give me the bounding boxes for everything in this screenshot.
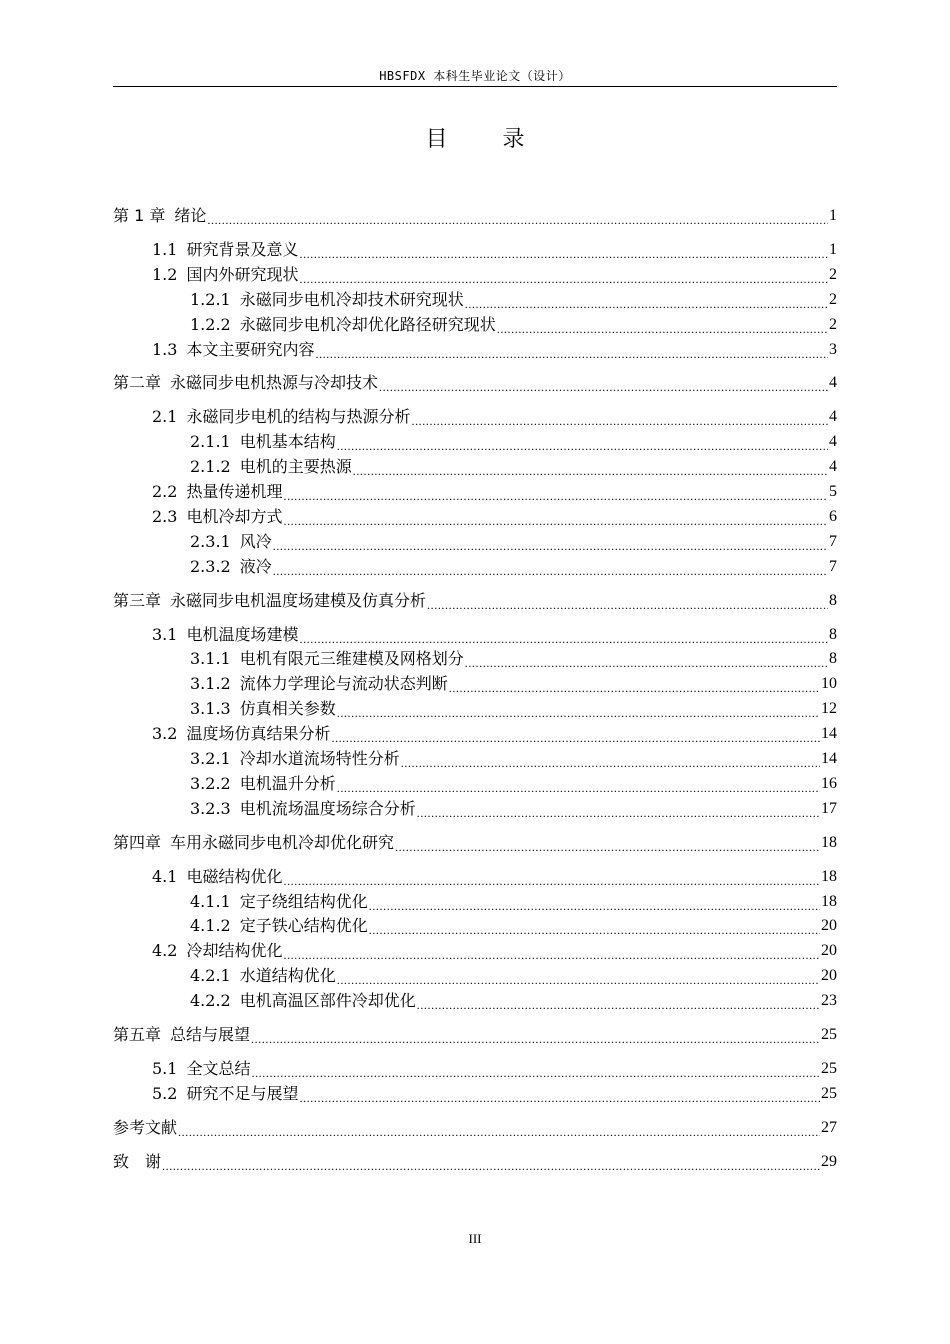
- toc-entry-number: 3.1.2: [190, 674, 231, 694]
- toc-entry-number: 4.2.2: [190, 991, 231, 1011]
- toc-entry-page: 7: [829, 557, 837, 575]
- toc-entry-label: 电机有限元三维建模及网格划分: [239, 649, 464, 669]
- toc-entry-label: 永磁同步电机热源与冷却技术: [170, 373, 379, 393]
- toc-dot-leader: [299, 1085, 820, 1105]
- toc-dot-leader: [379, 374, 828, 394]
- toc-entry-page: 8: [829, 591, 837, 609]
- toc-entry-number: 1.2: [152, 264, 178, 284]
- toc-entry-page: 16: [821, 774, 837, 792]
- toc-entry-number: 第二章: [113, 373, 162, 393]
- toc-dot-leader: [331, 725, 820, 745]
- toc-subsection-entry[interactable]: [113, 987, 837, 1012]
- toc-entry-number: 1.2.1: [190, 289, 231, 309]
- toc-subsection-entry[interactable]: [113, 695, 837, 720]
- toc-entry-page: 2: [829, 265, 837, 283]
- toc-entry-number: 3.1: [152, 624, 178, 644]
- toc-entry-page: 4: [829, 408, 837, 426]
- toc-entry-label: 全文总结: [186, 1058, 251, 1078]
- toc-dot-leader: [401, 750, 820, 770]
- toc-entry-label: 研究背景及意义: [186, 239, 299, 259]
- toc-entry-number: 1.2.2: [190, 314, 231, 334]
- toc-entry-label: 电机高温区部件冷却优化: [239, 991, 416, 1011]
- toc-dot-leader: [395, 834, 820, 854]
- toc-entry-label: 冷却水道流场特性分析: [239, 749, 400, 768]
- toc-entry-label: 车用永磁同步电机冷却优化研究: [170, 832, 395, 852]
- toc-entry-page: 1: [829, 207, 837, 224]
- toc-entry-page: 18: [821, 867, 837, 885]
- toc-entry-number: 2.3.2: [190, 556, 231, 576]
- toc-entry-label: 电机的主要热源: [239, 457, 352, 477]
- toc-dot-leader: [207, 207, 828, 227]
- table-of-contents: [113, 0, 837, 1344]
- toc-entry-page: 25: [821, 1084, 837, 1102]
- toc-entry-label: 水道结构优化: [239, 966, 336, 986]
- toc-dot-leader: [283, 483, 828, 503]
- toc-entry-number: 2.1: [152, 407, 178, 427]
- toc-entry-page: 8: [829, 650, 837, 668]
- toc-subsection-entry[interactable]: [113, 528, 837, 553]
- toc-dot-leader: [465, 650, 828, 670]
- toc-subsection-entry[interactable]: [113, 888, 837, 913]
- toc-subsection-entry[interactable]: [113, 670, 837, 695]
- toc-entry-page: 27: [821, 1118, 837, 1136]
- toc-entry-label: 研究不足与展望: [186, 1083, 299, 1103]
- toc-entry-number: 2.3: [152, 506, 178, 526]
- toc-subsection-entry[interactable]: [113, 745, 837, 770]
- toc-dot-leader: [283, 868, 820, 888]
- toc-title: 目 录: [425, 127, 549, 152]
- toc-chapter-entry[interactable]: [113, 1021, 837, 1046]
- toc-section-entry[interactable]: [113, 403, 837, 428]
- toc-entry-number: 4.1.2: [190, 916, 231, 936]
- toc-dot-leader: [273, 533, 828, 553]
- toc-dot-leader: [497, 316, 828, 336]
- toc-subsection-entry[interactable]: [113, 795, 837, 820]
- toc-chapter-entry[interactable]: [113, 587, 837, 612]
- toc-entry-number: 2.1.1: [190, 432, 231, 452]
- toc-section-entry[interactable]: [113, 720, 837, 745]
- toc-dot-leader: [178, 1119, 820, 1139]
- toc-entry-label: 永磁同步电机冷却技术研究现状: [239, 289, 464, 309]
- toc-dot-leader: [315, 341, 828, 361]
- toc-entry-label: 电机温度场建模: [186, 624, 299, 644]
- toc-entry-label: 电机冷却方式: [186, 506, 283, 526]
- toc-section-entry[interactable]: [113, 1080, 837, 1105]
- toc-entry-number: 第 1 章: [113, 206, 166, 225]
- toc-dot-leader: [427, 592, 828, 612]
- toc-entry-page: 10: [821, 675, 837, 693]
- toc-entry-label: 电磁结构优化: [186, 866, 283, 886]
- toc-entry-page: 18: [821, 833, 837, 851]
- toc-entry-page: 1: [829, 240, 837, 258]
- toc-entry-number: 1.3: [152, 339, 178, 359]
- toc-dot-leader: [337, 967, 820, 987]
- toc-entry-number: 3.2.2: [190, 773, 231, 793]
- toc-chapter-entry[interactable]: [113, 1148, 837, 1173]
- toc-dot-leader: [299, 241, 828, 261]
- toc-chapter-entry[interactable]: [113, 202, 837, 227]
- toc-chapter-entry[interactable]: [113, 1114, 837, 1139]
- toc-dot-leader: [162, 1153, 820, 1173]
- toc-dot-leader: [251, 1026, 820, 1046]
- toc-entry-number: 4.2.1: [190, 966, 231, 986]
- toc-subsection-entry[interactable]: [113, 428, 837, 453]
- toc-section-entry[interactable]: [113, 937, 837, 962]
- toc-section-entry[interactable]: [113, 1055, 837, 1080]
- toc-entry-page: 18: [821, 892, 837, 910]
- toc-entry-page: 6: [829, 507, 837, 525]
- toc-entry-label: 液冷: [239, 556, 272, 576]
- toc-entry-label: 热量传递机理: [186, 482, 283, 501]
- toc-entry-label: 永磁同步电机温度场建模及仿真分析: [170, 590, 427, 610]
- toc-entry-page: 20: [821, 967, 837, 985]
- toc-dot-leader: [251, 1060, 820, 1080]
- toc-section-entry[interactable]: [113, 863, 837, 888]
- toc-entry-label: 永磁同步电机的结构与热源分析: [186, 407, 411, 427]
- toc-section-entry[interactable]: [113, 621, 837, 646]
- toc-subsection-entry[interactable]: [113, 645, 837, 670]
- toc-subsection-entry[interactable]: [113, 286, 837, 311]
- toc-entry-page: 14: [821, 750, 837, 767]
- toc-dot-leader: [299, 266, 828, 286]
- toc-entry-page: 29: [821, 1152, 837, 1170]
- toc-entry-number: 第五章: [113, 1025, 162, 1044]
- toc-entry-page: 8: [829, 625, 837, 643]
- toc-entry-number: 4.1: [152, 866, 178, 886]
- toc-dot-leader: [417, 992, 820, 1012]
- toc-entry-label: 参考文献: [113, 1117, 178, 1137]
- toc-entry-page: 25: [821, 1059, 837, 1077]
- toc-entry-page: 4: [829, 433, 837, 451]
- toc-dot-leader: [283, 508, 828, 528]
- toc-entry-label: 绪论: [174, 206, 207, 225]
- toc-dot-leader: [337, 433, 828, 453]
- toc-dot-leader: [337, 700, 820, 720]
- toc-entry-label: 定子铁心结构优化: [239, 916, 368, 936]
- toc-subsection-entry[interactable]: [113, 770, 837, 795]
- toc-entry-number: 2.1.2: [190, 457, 231, 477]
- toc-entry-number: 1.1: [152, 239, 178, 259]
- toc-entry-number: 3.2: [152, 724, 178, 744]
- toc-entry-page: 3: [829, 340, 837, 358]
- toc-subsection-entry[interactable]: [113, 553, 837, 578]
- toc-subsection-entry[interactable]: [113, 912, 837, 937]
- toc-entry-page: 14: [821, 725, 837, 743]
- toc-entry-number: 4.2: [152, 941, 178, 961]
- toc-entry-label: 流体力学理论与流动状态判断: [239, 674, 448, 694]
- toc-entry-page: 2: [829, 290, 837, 308]
- toc-entry-page: 17: [821, 799, 837, 817]
- toc-entry-number: 5.1: [152, 1058, 178, 1078]
- toc-entry-page: 12: [821, 700, 837, 718]
- toc-entry-label: 国内外研究现状: [186, 264, 299, 284]
- toc-entry-page: 25: [821, 1026, 837, 1043]
- toc-entry-number: 3.1.1: [190, 649, 231, 669]
- toc-entry-page: 5: [829, 483, 837, 500]
- toc-dot-leader: [337, 775, 820, 795]
- toc-dot-leader: [369, 917, 820, 937]
- toc-chapter-entry[interactable]: [113, 369, 837, 394]
- toc-dot-leader: [449, 675, 820, 695]
- toc-entry-number: 2.3.1: [190, 531, 231, 551]
- toc-entry-page: 7: [829, 532, 837, 550]
- toc-entry-number: 4.1.1: [190, 891, 231, 911]
- toc-entry-page: 4: [829, 374, 837, 392]
- toc-entry-label: 定子绕组结构优化: [239, 891, 368, 911]
- toc-subsection-entry[interactable]: [113, 311, 837, 336]
- toc-dot-leader: [299, 626, 828, 646]
- toc-entry-label: 永磁同步电机冷却优化路径研究现状: [239, 314, 496, 334]
- toc-dot-leader: [411, 408, 828, 428]
- toc-entry-label: 冷却结构优化: [186, 941, 283, 961]
- toc-entry-page: 23: [821, 992, 837, 1010]
- toc-section-entry[interactable]: [113, 236, 837, 261]
- toc-entry-page: 4: [829, 458, 837, 476]
- toc-entry-label: 致 谢: [113, 1151, 162, 1171]
- toc-entry-label: 电机基本结构: [239, 432, 336, 452]
- toc-dot-leader: [417, 800, 820, 820]
- toc-dot-leader: [353, 458, 828, 478]
- toc-entry-label: 总结与展望: [170, 1025, 251, 1044]
- toc-section-entry[interactable]: [113, 478, 837, 503]
- toc-chapter-entry[interactable]: [113, 829, 837, 854]
- toc-subsection-entry[interactable]: [113, 453, 837, 478]
- toc-entry-label: 仿真相关参数: [239, 699, 336, 719]
- toc-entry-label: 温度场仿真结果分析: [186, 724, 331, 744]
- toc-entry-label: 电机温升分析: [239, 773, 336, 793]
- toc-entry-page: 20: [821, 942, 837, 960]
- toc-entry-number: 2.2: [152, 482, 178, 501]
- toc-section-entry[interactable]: [113, 336, 837, 361]
- toc-entry-number: 5.2: [152, 1083, 178, 1103]
- toc-section-entry[interactable]: [113, 503, 837, 528]
- toc-entry-number: 3.1.3: [190, 699, 231, 719]
- toc-entry-number: 3.2.1: [190, 749, 231, 768]
- toc-dot-leader: [273, 558, 828, 578]
- toc-entry-label: 电机流场温度场综合分析: [239, 798, 416, 818]
- running-header: HBSFDX 本科生毕业论文（设计）: [379, 69, 571, 83]
- toc-entry-label: 风冷: [239, 531, 272, 551]
- toc-entry-label: 本文主要研究内容: [186, 339, 315, 359]
- toc-dot-leader: [465, 291, 828, 311]
- toc-dot-leader: [369, 893, 820, 913]
- toc-entry-number: 第四章: [113, 832, 162, 852]
- toc-dot-leader: [283, 942, 820, 962]
- toc-entry-page: 20: [821, 917, 837, 935]
- toc-section-entry[interactable]: [113, 261, 837, 286]
- page-number: III: [468, 1231, 482, 1246]
- toc-entry-page: 2: [829, 315, 837, 333]
- toc-entry-number: 3.2.3: [190, 798, 231, 818]
- toc-subsection-entry[interactable]: [113, 962, 837, 987]
- toc-entry-number: 第三章: [113, 590, 162, 610]
